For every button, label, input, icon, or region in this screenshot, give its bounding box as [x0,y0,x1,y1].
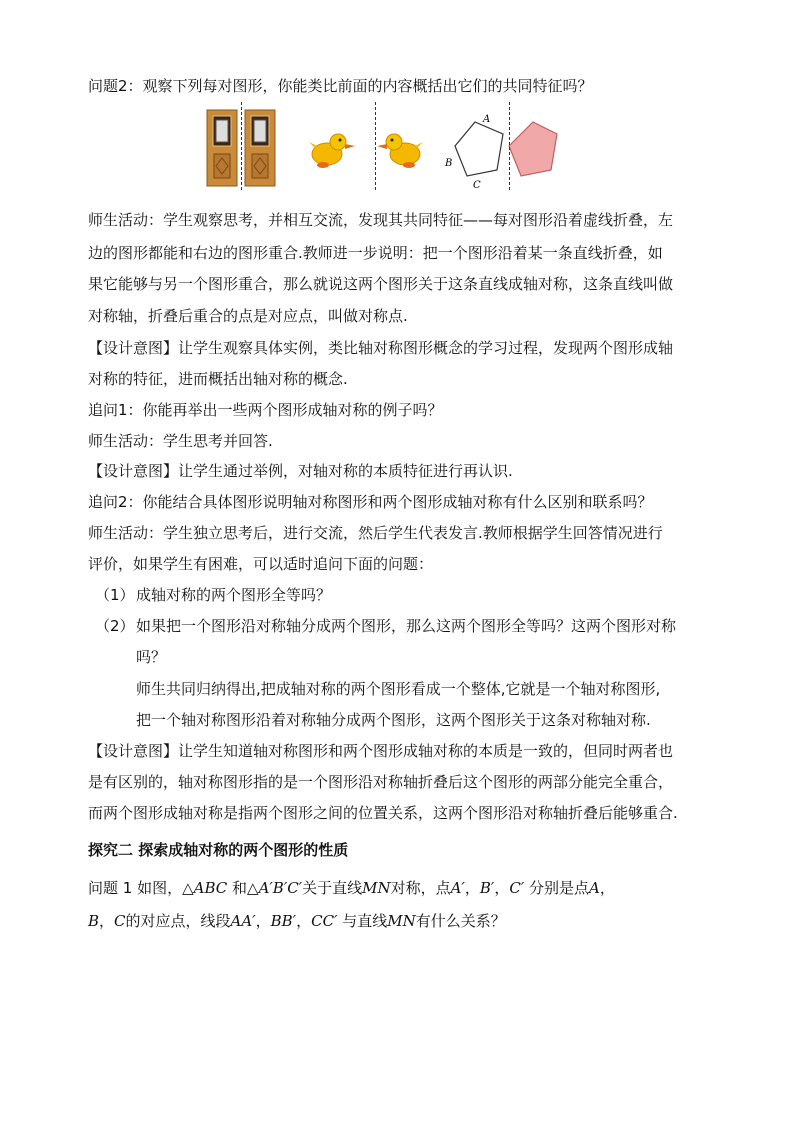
figure-pairs-svg [205,102,561,190]
sub-question-2-text-line-1: 如果把一个图形沿对称轴分成两个图形，那么这两个图形全等吗？这两个图形对称 [136,617,677,635]
point-c-prime: C′ [509,879,525,897]
problem-1-text-3: 关于直线 [302,879,363,897]
vertex-label-b: B [445,158,453,169]
figure-pairs [205,102,561,190]
line-mn-label-2: MN [387,912,416,930]
problem-1-sep-6: ， [296,912,312,930]
sub-question-1-text: 成轴对称的两个图形全等吗？ [136,586,332,604]
summary-line-1: 师生共同归纳得出,把成轴对称的两个图形看成一个整体,它就是一个轴对称图形, [136,680,661,698]
sub-question-2-number: （2） [95,617,135,635]
vertex-label-a: A [483,114,491,125]
followup-2: 追问2：你能结合具体图形说明轴对称图形和两个图形成轴对称有什么区别和联系吗？ [88,493,653,511]
problem-1-text-7: 与直线 [337,912,388,930]
line-mn-label: MN [362,879,391,897]
point-c: C [114,912,126,930]
problem-1-line-2 [88,911,506,931]
fold-line-1 [241,102,242,190]
pentagon-left-shape [444,114,503,190]
point-a-prime: A′ [450,879,465,897]
problem-1-sep-3: ， [599,879,615,897]
problem-1-sep-5: ， [255,912,271,930]
section-2-title: 探究二 探索成轴对称的两个图形的性质 [88,841,349,859]
pentagon-right-shape [509,122,557,176]
problem-1-sep-1: ， [464,879,480,897]
vertex-label-c: C [473,180,481,190]
sub-question-2-text-line-2: 吗？ [136,648,167,666]
activity-2: 师生活动：学生思考并回答. [88,432,273,450]
design-intent-3-line-3: 而两个图形成轴对称是指两个图形之间的位置关系，这两个图形沿对称轴折叠后能够重合. [88,804,678,822]
door-left-image [207,110,237,186]
activity-1-line-1: 师生活动：学生观察思考，并相互交流，发现其共同特征——每对图形沿着虚线折叠，左 [88,211,674,229]
activity-1-line-4: 对称轴，折叠后重合的点是对应点，叫做对称点. [88,307,408,325]
problem-1-sep-4: ， [99,912,115,930]
duck-right-image [377,134,423,168]
problem-1-text-8: 有什么关系？ [415,912,506,930]
problem-1-line-1 [88,878,615,898]
problem-1-text-1: 问题 1 如图，△ [88,879,194,897]
design-intent-1-line-1: 【设计意图】让学生观察具体实例，类比轴对称图形概念的学习过程，发现两个图形成轴 [88,339,674,357]
triangle-abc-label: ABC [193,879,228,897]
activity-1-line-3: 果它能够与另一个图形重合，那么就说这两个图形关于这条直线成轴对称，这条直线叫做 [88,275,674,293]
design-intent-2: 【设计意图】让学生通过举例，对轴对称的本质特征进行再认识. [88,462,513,480]
followup-1: 追问1：你能再举出一些两个图形成轴对称的例子吗？ [88,401,443,419]
problem-1-text-4: 对称，点 [390,879,451,897]
point-b-prime: B′ [479,879,495,897]
summary-line-2: 把一个轴对称图形沿着对称轴分成两个图形，这两个图形关于这条对称轴对称. [136,711,651,729]
question-2-title: 问题2：观察下列每对图形，你能类比前面的内容概括出它们的共同特征吗？ [88,77,593,95]
duck-left-image [309,134,355,168]
triangle-abc-prime-label: A′B′C′ [258,879,303,897]
fold-line-3 [509,102,510,190]
segment-cc-prime: CC′ [311,912,338,930]
activity-1-line-2: 边的图形都能和右边的图形重合.教师进一步说明：把一个图形沿着某一条直线折叠，如 [88,244,663,262]
design-intent-3-line-1: 【设计意图】让学生知道轴对称图形和两个图形成轴对称的本质是一致的，但同时两者也 [88,742,674,760]
problem-1-text-6: 的对应点，线段 [125,912,231,930]
point-b: B [88,912,100,930]
activity-3-line-2: 评价，如果学生有困难，可以适时追问下面的问题： [88,555,434,573]
design-intent-3-line-2: 是有区别的，轴对称图形指的是一个图形沿对称轴折叠后这个图形的两部分能完全重合， [88,773,674,791]
problem-1-text-5: 分别是点 [524,879,590,897]
segment-aa-prime: AA′ [230,912,256,930]
problem-1-sep-2: ， [494,879,510,897]
segment-bb-prime: BB′ [270,912,297,930]
door-right-image [245,110,275,186]
fold-line-2 [375,102,376,190]
sub-question-1-number: （1） [95,586,135,604]
design-intent-1-line-2: 对称的特征，进而概括出轴对称的概念. [88,370,348,388]
problem-1-text-2: 和△ [227,879,259,897]
activity-3-line-1: 师生活动：学生独立思考后，进行交流，然后学生代表发言.教师根据学生回答情况进行 [88,524,663,542]
point-a: A [589,879,600,897]
